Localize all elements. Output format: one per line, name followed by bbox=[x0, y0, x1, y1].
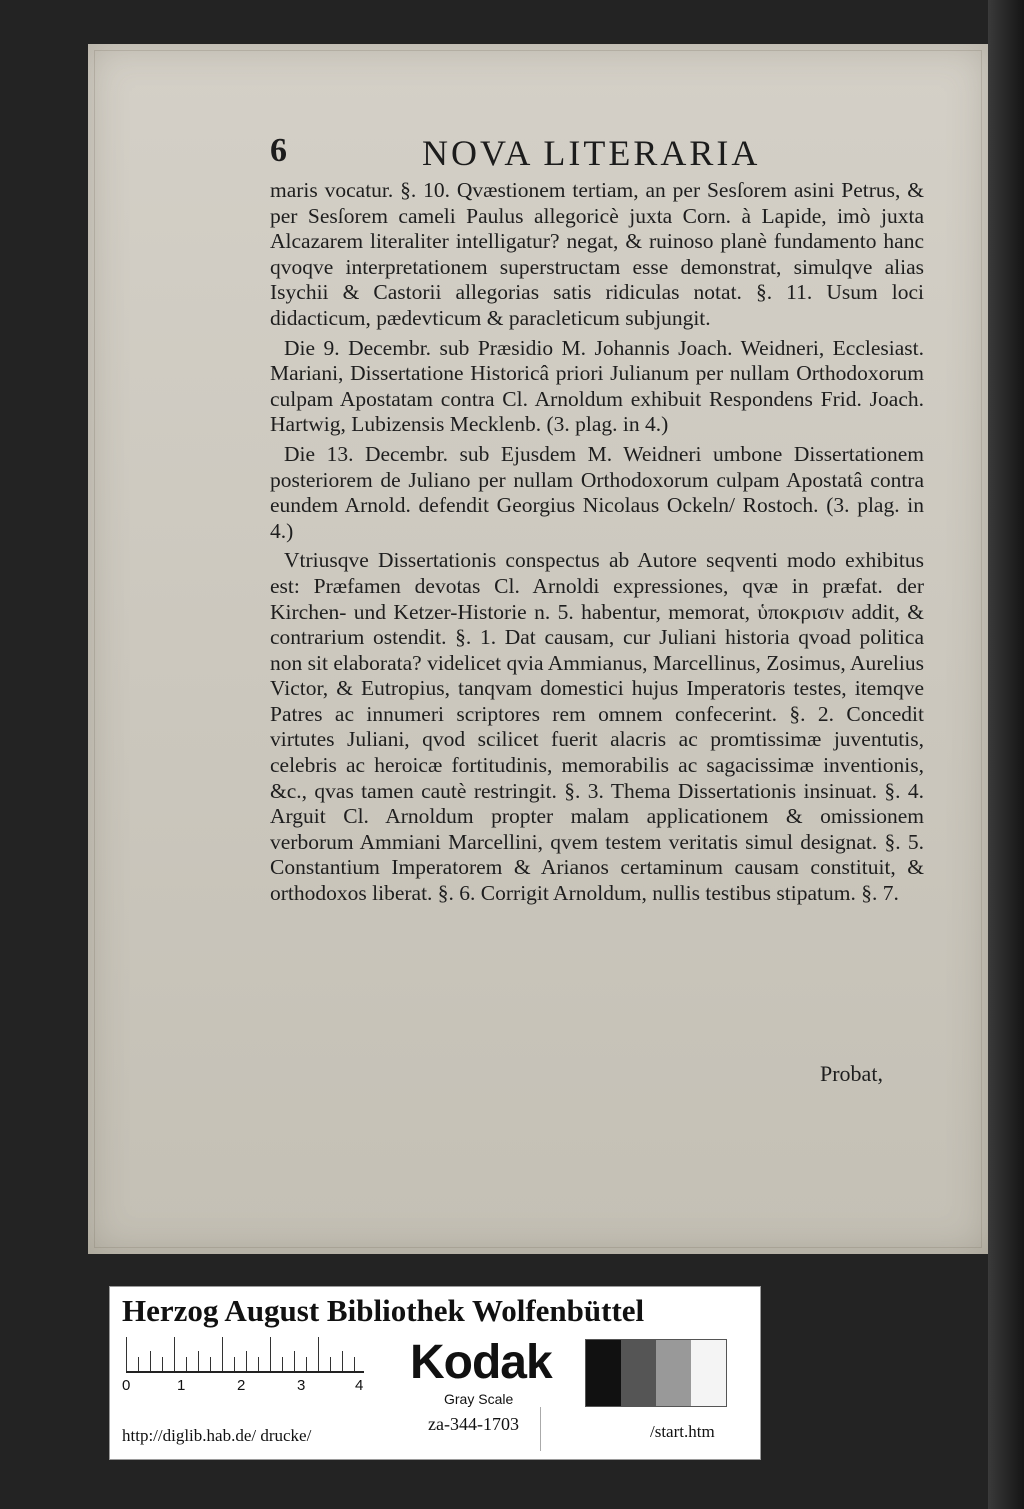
ruler-tick bbox=[294, 1351, 295, 1371]
ruler-tick bbox=[342, 1351, 343, 1371]
separator bbox=[540, 1407, 541, 1451]
scale-number: 2 bbox=[237, 1377, 246, 1394]
scale-number: 0 bbox=[122, 1377, 131, 1394]
shelfmark: za-344-1703 bbox=[428, 1414, 519, 1434]
ruler-tick bbox=[246, 1351, 247, 1371]
ruler-tick bbox=[150, 1351, 151, 1371]
body-text bbox=[270, 178, 924, 907]
start-url: /start.htm bbox=[650, 1422, 715, 1441]
ruler-tick bbox=[222, 1337, 223, 1371]
ruler-tick bbox=[330, 1357, 331, 1371]
ruler-tick bbox=[306, 1357, 307, 1371]
digilib-url: http://diglib.hab.de/ drucke/ bbox=[122, 1426, 312, 1445]
gray-swatch-dark bbox=[621, 1340, 656, 1406]
ruler-tick bbox=[282, 1357, 283, 1371]
ruler-tick bbox=[126, 1337, 127, 1371]
running-title: NOVA LITERARIA bbox=[422, 133, 761, 173]
library-name: Herzog August Bibliothek Wolfenbüttel bbox=[122, 1293, 645, 1328]
ruler-tick bbox=[270, 1337, 271, 1371]
kodak-logo: Kodak bbox=[410, 1336, 552, 1389]
paragraph-continuation: maris vocatur. §. 10. Qvæstionem tertiam, an per Sesſorem asini Petrus, & per Sesſorem cameli Paulus allegoricè juxta Corn. à Lapide, imò juxta Alcazarem literaliter intelligatur? negat, & ruinoso planè fundamento hanc qvoqve interpretationem superstructam esse demonstrat, simulqve alias Isychii & Castorii allegorias satis ridiculas notat. §. 11. Usum loci didacticum, pædevticum & paracleticum subjungit. bbox=[270, 178, 924, 330]
gray-scale-swatches bbox=[585, 1339, 727, 1407]
ruler-tick bbox=[234, 1357, 235, 1371]
scanner-edge bbox=[988, 0, 1024, 1509]
gray-swatch-mid bbox=[656, 1340, 691, 1406]
gray-scale-label: Gray Scale bbox=[444, 1391, 514, 1407]
scale-number: 4 bbox=[355, 1377, 364, 1394]
gray-swatch-black bbox=[586, 1340, 621, 1406]
ruler-tick bbox=[174, 1337, 175, 1371]
ruler-tick bbox=[162, 1357, 163, 1371]
paragraph-conspectus: Vtriusqve Dissertationis conspectus ab Autore seqventi modo exhibitus est: Præfamen devotas Cl. Arnoldi expressiones, qvæ in præfat. der Kirchen- und Ketzer-Historie n. 5. habentur, memorat, ὑποκρισιν addit, & contrarium ostendit. §. 1. Dat causam, cur Juliani historia qvoad politica non sit elaborata? videlicet qvia Ammianus, Marcellinus, Zosimus, Aurelius Victor, & Eutropius, tanqvam domestici hujus Imperatoris testes, itemqve Patres ac innumeri scriptores rem omnem confecerint. §. 2. Concedit virtutes Juliani, qvod scilicet fuerit alacris ac promtissimæ juventutis, celebris ac heroicæ fortitudinis, memorabilis ac sagacissimæ inventionis, &c., qvas tamen cautè restringit. §. 3. Thema Dissertationis insinuat. §. 4. Arguit Cl. Arnoldum propter malam applicationem & omissionem verborum Ammiani Marcellini, qvem testem veritatis simul designat. §. 5. Constantium Imperatorem & Arianos certaminum causam constituit, & orthodoxos liberat. §. 6. Corrigit Arnoldum, nullis testibus stipatum. §. 7. bbox=[270, 548, 924, 906]
color-target-card bbox=[109, 1286, 761, 1460]
catchword: Probat, bbox=[820, 1061, 883, 1086]
gray-swatch-white bbox=[691, 1340, 726, 1406]
ruler-tick bbox=[186, 1357, 187, 1371]
page-header bbox=[270, 132, 960, 176]
ruler-tick bbox=[138, 1357, 139, 1371]
ruler-tick bbox=[198, 1351, 199, 1371]
page-number: 6 bbox=[270, 132, 287, 169]
paragraph-dec-13: Die 13. Decembr. sub Ejusdem M. Weidneri umbone Dissertationem posteriorem de Juliano per nullam Orthodoxorum culpam Apostatâ contra eundem Arnold. defendit Georgius Nicolaus Ockeln/ Rostoch. (3. plag. in 4.) bbox=[270, 441, 924, 543]
ruler-scale bbox=[126, 1337, 364, 1373]
scale-number: 1 bbox=[177, 1377, 186, 1394]
ruler-tick bbox=[210, 1357, 211, 1371]
paragraph-dec-9: Die 9. Decembr. sub Præsidio M. Johannis Joach. Weidneri, Ecclesiast. Mariani, Dissertatione Historicâ priori Julianum per nullam Orthodoxorum culpam Apostatam contra Cl. Arnoldum exhibuit Respondens Frid. Joach. Hartwig, Lubizensis Mecklenb. (3. plag. in 4.) bbox=[270, 335, 924, 437]
scale-number: 3 bbox=[297, 1377, 306, 1394]
ruler-tick bbox=[258, 1357, 259, 1371]
ruler-tick bbox=[318, 1337, 319, 1371]
ruler-tick bbox=[354, 1357, 355, 1371]
